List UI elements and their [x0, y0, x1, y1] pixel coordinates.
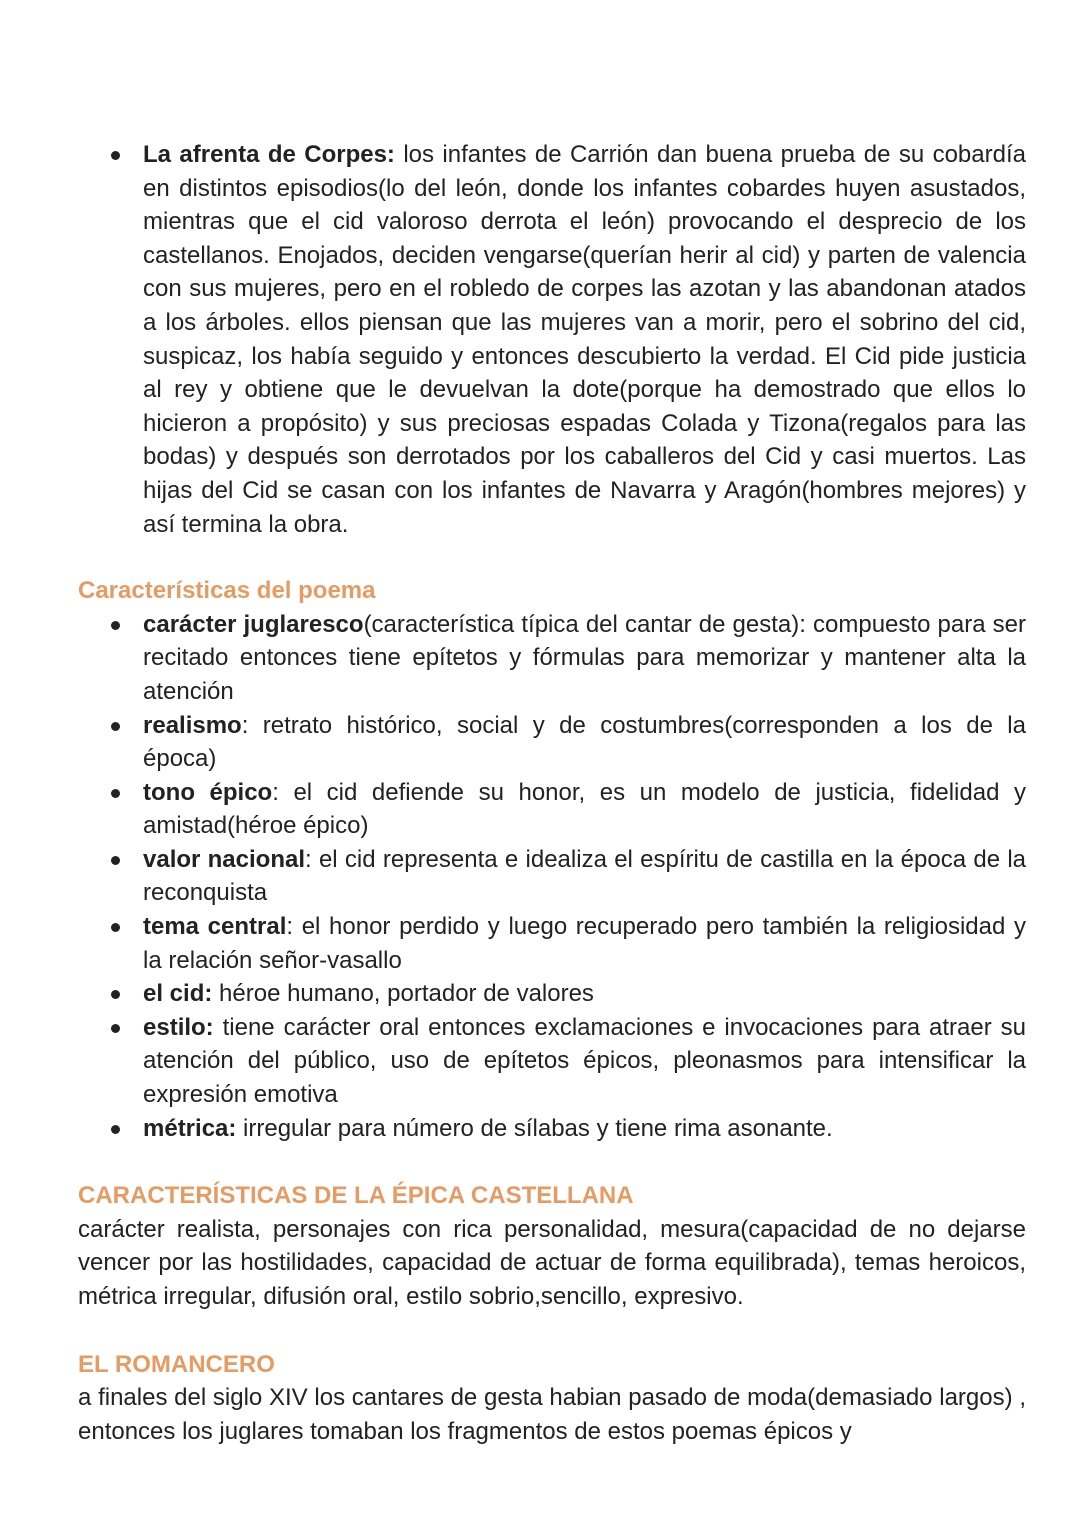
- list-item: [143, 709, 1026, 776]
- item-text: : el cid representa e idealiza el espíritu de castilla en la época de la reconquista: [143, 845, 1027, 907]
- afrenta-list: [78, 138, 1026, 541]
- item-text: (característica típica del cantar de gesta): compuesto para ser recitado entonces tiene epítetos y fórmulas para memorizar y mantener alta la atención: [143, 610, 1027, 705]
- caracteristicas-poema-list: [78, 608, 1026, 1146]
- item-text: tiene carácter oral entonces exclamaciones e invocaciones para atraer su atención del público, uso de epítetos épicos, pleonasmos para intensificar la expresión emotiva: [143, 1013, 1026, 1109]
- item-term: el cid:: [143, 980, 213, 1008]
- item-text: héroe humano, portador de valores: [212, 980, 594, 1008]
- item-term: tono épico: [143, 778, 273, 806]
- item-term: realismo: [143, 711, 242, 739]
- afrenta-text: los infantes de Carrión dan buena prueba de su cobardía en distintos episodios(lo del león, donde los infantes cobardes huyen asustados, mientras que el cid valoroso derrota el león) provocando el desprecio de los castellanos. Enojados, deciden vengarse(querían herir al cid) y parten de valencia con sus mujeres, pero en el robledo de corpes las azotan y las abandonan atados a los árboles. ellos piensan que las mujeres van a morir, pero el sobrino del cid, suspicaz, los había seguido y entonces descubierto la verdad. El Cid pide justicia al rey y obtiene que le devuelvan la dote(porque ha demostrado que ellos lo hicieron a propósito) y sus preciosas espadas Colada y Tizona(regalos para las bodas) y después son derrotados por los caballeros del Cid y casi muertos. Las hijas del Cid se casan con los infantes de Navarra y Aragón(hombres mejores) y así termina la obra.: [143, 141, 1026, 538]
- afrenta-item: [143, 138, 1026, 541]
- item-term: estilo:: [143, 1013, 214, 1041]
- document-page: [78, 138, 1026, 1448]
- list-item: [143, 843, 1026, 910]
- list-item: [143, 776, 1026, 843]
- epica-castellana-text: carácter realista, personajes con rica personalidad, mesura(capacidad de no dejarse vencer por las hostilidades, capacidad de actuar de forma equilibrada), temas heroicos, métrica irregular, difusión oral, estilo sobrio,sencillo, expresivo.: [78, 1215, 1026, 1310]
- item-text: : el honor perdido y luego recuperado pero también la religiosidad y la relación señor-vasallo: [143, 913, 1026, 974]
- item-text: irregular para número de sílabas y tiene rima asonante.: [236, 1114, 833, 1142]
- list-item: [143, 977, 1026, 1011]
- item-term: tema central: [143, 913, 287, 941]
- list-item: [143, 910, 1026, 977]
- list-item: [143, 608, 1026, 709]
- item-text: : retrato histórico, social y de costumbres(corresponden a los de la época): [143, 711, 1026, 773]
- romancero-heading: EL ROMANCERO: [78, 1350, 275, 1378]
- caracteristicas-poema-heading: Características del poema: [78, 577, 376, 605]
- romancero-text: a finales del siglo XIV los cantares de gesta habian pasado de moda(demasiado largos) , entonces los juglares tomaban los fragmentos de estos poemas épicos y: [78, 1384, 1026, 1445]
- afrenta-term: La afrenta de Corpes:: [143, 141, 395, 168]
- item-term: carácter juglaresco: [143, 610, 364, 638]
- item-term: métrica:: [143, 1114, 237, 1142]
- item-text: : el cid defiende su honor, es un modelo de justicia, fidelidad y amistad(héroe épico): [143, 778, 1026, 840]
- list-item: [143, 1011, 1026, 1112]
- item-term: valor nacional: [143, 845, 306, 873]
- list-item: [143, 1112, 1026, 1146]
- epica-castellana-heading: CARACTERÍSTICAS DE LA ÉPICA CASTELLANA: [78, 1182, 634, 1210]
